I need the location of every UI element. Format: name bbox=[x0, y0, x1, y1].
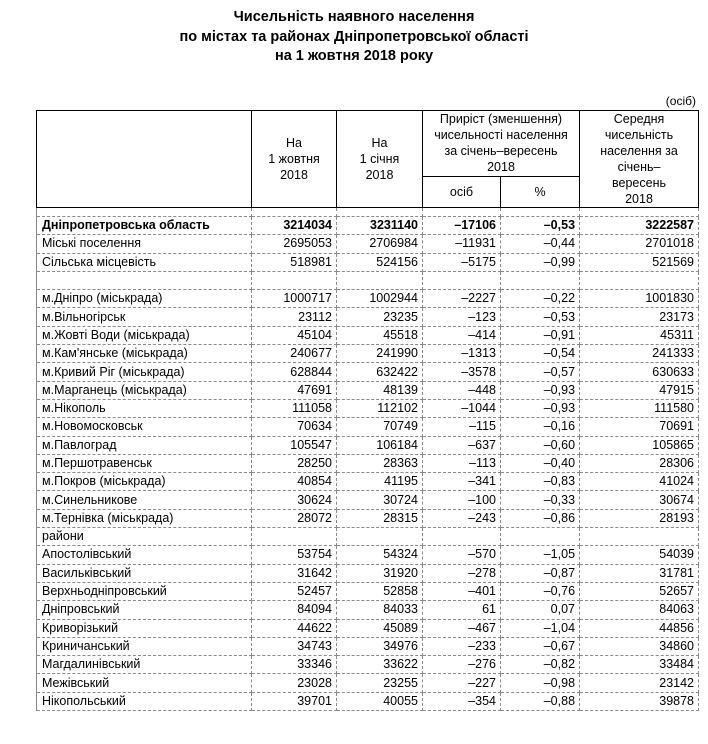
row-oct-2018: 53754 bbox=[252, 546, 337, 564]
row-name: Дніпропетровська область bbox=[37, 217, 252, 235]
row-average: 31781 bbox=[580, 564, 699, 582]
row-oct-2018: 52457 bbox=[252, 582, 337, 600]
table-row bbox=[37, 235, 699, 253]
row-growth-percent: –0,53 bbox=[501, 217, 580, 235]
row-oct-2018: 23028 bbox=[252, 674, 337, 692]
row-oct-2018: 44622 bbox=[252, 619, 337, 637]
header-name-column bbox=[37, 111, 252, 208]
table-row bbox=[37, 345, 699, 363]
row-jan-2018: 28315 bbox=[337, 509, 423, 527]
row-average: 28306 bbox=[580, 454, 699, 472]
row-average: 28193 bbox=[580, 509, 699, 527]
row-oct-2018 bbox=[252, 271, 337, 289]
row-name: м.Павлоград bbox=[37, 436, 252, 454]
row-oct-2018: 70634 bbox=[252, 418, 337, 436]
row-jan-2018: 34976 bbox=[337, 637, 423, 655]
row-oct-2018 bbox=[252, 528, 337, 546]
row-name: м.Покров (міськрада) bbox=[37, 473, 252, 491]
row-growth-persons: –233 bbox=[423, 637, 501, 655]
row-jan-2018: 112102 bbox=[337, 399, 423, 417]
table-row bbox=[37, 674, 699, 692]
row-average: 47915 bbox=[580, 381, 699, 399]
row-average: 30674 bbox=[580, 491, 699, 509]
row-growth-percent: –0,67 bbox=[501, 637, 580, 655]
row-growth-persons: –3578 bbox=[423, 363, 501, 381]
row-growth-persons: –276 bbox=[423, 656, 501, 674]
row-growth-persons: –227 bbox=[423, 674, 501, 692]
row-jan-2018: 40055 bbox=[337, 692, 423, 710]
row-growth-persons: –100 bbox=[423, 491, 501, 509]
row-name: Верхньодніпровський bbox=[37, 582, 252, 600]
row-name: Васильківський bbox=[37, 564, 252, 582]
table-row bbox=[37, 656, 699, 674]
row-growth-persons: –5175 bbox=[423, 253, 501, 271]
header-growth-percent: % bbox=[501, 176, 580, 207]
row-growth-percent: –0,76 bbox=[501, 582, 580, 600]
row-average: 52657 bbox=[580, 582, 699, 600]
table-row bbox=[37, 637, 699, 655]
row-average: 2701018 bbox=[580, 235, 699, 253]
row-growth-percent: –1,05 bbox=[501, 546, 580, 564]
row-growth-percent bbox=[501, 271, 580, 289]
row-jan-2018 bbox=[337, 528, 423, 546]
population-table bbox=[36, 110, 699, 711]
row-growth-persons bbox=[423, 271, 501, 289]
row-growth-percent bbox=[501, 528, 580, 546]
table-row bbox=[37, 308, 699, 326]
table-row bbox=[37, 290, 699, 308]
table-body bbox=[37, 208, 699, 711]
row-average: 105865 bbox=[580, 436, 699, 454]
row-oct-2018: 45104 bbox=[252, 326, 337, 344]
header-growth-persons: осіб bbox=[423, 176, 501, 207]
row-jan-2018: 45518 bbox=[337, 326, 423, 344]
row-growth-persons: –341 bbox=[423, 473, 501, 491]
row-name: Дніпровський bbox=[37, 601, 252, 619]
row-oct-2018: 3214034 bbox=[252, 217, 337, 235]
row-growth-percent: –1,04 bbox=[501, 619, 580, 637]
row-oct-2018: 111058 bbox=[252, 399, 337, 417]
row-jan-2018: 70749 bbox=[337, 418, 423, 436]
table-row bbox=[37, 473, 699, 491]
row-jan-2018: 1002944 bbox=[337, 290, 423, 308]
row-growth-persons: –637 bbox=[423, 436, 501, 454]
row-name: Криничанський bbox=[37, 637, 252, 655]
row-growth-percent: –0,53 bbox=[501, 308, 580, 326]
row-name: м.Кам'янське (міськрада) bbox=[37, 345, 252, 363]
row-growth-percent: –0,83 bbox=[501, 473, 580, 491]
row-growth-percent: –0,40 bbox=[501, 454, 580, 472]
row-oct-2018: 1000717 bbox=[252, 290, 337, 308]
row-average: 41024 bbox=[580, 473, 699, 491]
row-average: 1001830 bbox=[580, 290, 699, 308]
row-jan-2018: 524156 bbox=[337, 253, 423, 271]
row-oct-2018: 33346 bbox=[252, 656, 337, 674]
title-line-2: по містах та районах Дніпропетровської області bbox=[179, 28, 529, 45]
row-average: 44856 bbox=[580, 619, 699, 637]
row-name: м.Тернівка (міськрада) bbox=[37, 509, 252, 527]
row-growth-persons: –1044 bbox=[423, 399, 501, 417]
row-growth-percent: 0,07 bbox=[501, 601, 580, 619]
row-name: м.Марганець (міськрада) bbox=[37, 381, 252, 399]
row-jan-2018: 45089 bbox=[337, 619, 423, 637]
row-growth-percent: –0,16 bbox=[501, 418, 580, 436]
title-line-1: Чисельність наявного населення bbox=[233, 9, 475, 25]
document-title bbox=[0, 8, 708, 67]
row-growth-persons: –243 bbox=[423, 509, 501, 527]
row-growth-persons: –113 bbox=[423, 454, 501, 472]
row-growth-percent: –0,87 bbox=[501, 564, 580, 582]
row-growth-percent: –0,22 bbox=[501, 290, 580, 308]
row-oct-2018: 28072 bbox=[252, 509, 337, 527]
row-average: 39878 bbox=[580, 692, 699, 710]
header-jan-2018: На 1 січня 2018 bbox=[337, 111, 423, 208]
header-average: Середня чисельність населення за січень– вересень 2018 bbox=[580, 111, 699, 208]
row-growth-persons: 61 bbox=[423, 601, 501, 619]
row-name: м.Першотравенськ bbox=[37, 454, 252, 472]
row-jan-2018 bbox=[337, 271, 423, 289]
row-growth-persons: –278 bbox=[423, 564, 501, 582]
row-growth-percent: –0,57 bbox=[501, 363, 580, 381]
row-jan-2018: 241990 bbox=[337, 345, 423, 363]
table-row bbox=[37, 253, 699, 271]
row-oct-2018: 34743 bbox=[252, 637, 337, 655]
unit-label: (осіб) bbox=[665, 94, 696, 108]
row-name: м.Кривий Ріг (міськрада) bbox=[37, 363, 252, 381]
row-oct-2018: 30624 bbox=[252, 491, 337, 509]
row-jan-2018: 3231140 bbox=[337, 217, 423, 235]
row-name bbox=[37, 271, 252, 289]
row-growth-persons: –2227 bbox=[423, 290, 501, 308]
spacer-row bbox=[37, 208, 699, 217]
row-growth-persons: –11931 bbox=[423, 235, 501, 253]
row-jan-2018: 106184 bbox=[337, 436, 423, 454]
row-jan-2018: 84033 bbox=[337, 601, 423, 619]
row-oct-2018: 47691 bbox=[252, 381, 337, 399]
row-oct-2018: 628844 bbox=[252, 363, 337, 381]
row-name: Міські поселення bbox=[37, 235, 252, 253]
row-jan-2018: 33622 bbox=[337, 656, 423, 674]
row-average: 241333 bbox=[580, 345, 699, 363]
row-growth-percent: –0,98 bbox=[501, 674, 580, 692]
row-average bbox=[580, 528, 699, 546]
row-average: 84063 bbox=[580, 601, 699, 619]
row-average: 23173 bbox=[580, 308, 699, 326]
table-row bbox=[37, 381, 699, 399]
row-average: 54039 bbox=[580, 546, 699, 564]
row-average: 70691 bbox=[580, 418, 699, 436]
row-jan-2018: 2706984 bbox=[337, 235, 423, 253]
row-average: 521569 bbox=[580, 253, 699, 271]
title-line-3: на 1 жовтня 2018 року bbox=[274, 48, 434, 64]
row-average: 45311 bbox=[580, 326, 699, 344]
table-row bbox=[37, 399, 699, 417]
table-row bbox=[37, 326, 699, 344]
table-row bbox=[37, 528, 699, 546]
row-name: Магдалинівський bbox=[37, 656, 252, 674]
row-jan-2018: 632422 bbox=[337, 363, 423, 381]
row-name: м.Жовті Води (міськрада) bbox=[37, 326, 252, 344]
table-row bbox=[37, 454, 699, 472]
table-row bbox=[37, 418, 699, 436]
row-name: Апостолівський bbox=[37, 546, 252, 564]
row-growth-percent: –0,88 bbox=[501, 692, 580, 710]
row-oct-2018: 84094 bbox=[252, 601, 337, 619]
row-average: 111580 bbox=[580, 399, 699, 417]
row-growth-persons: –354 bbox=[423, 692, 501, 710]
row-oct-2018: 39701 bbox=[252, 692, 337, 710]
row-name: Межівський bbox=[37, 674, 252, 692]
row-growth-persons bbox=[423, 528, 501, 546]
table-row bbox=[37, 582, 699, 600]
row-growth-persons: –570 bbox=[423, 546, 501, 564]
row-growth-persons: –1313 bbox=[423, 345, 501, 363]
row-oct-2018: 240677 bbox=[252, 345, 337, 363]
row-growth-percent: –0,44 bbox=[501, 235, 580, 253]
row-oct-2018: 31642 bbox=[252, 564, 337, 582]
row-name: Криворізький bbox=[37, 619, 252, 637]
row-name: м.Новомосковськ bbox=[37, 418, 252, 436]
row-jan-2018: 30724 bbox=[337, 491, 423, 509]
row-growth-percent: –0,60 bbox=[501, 436, 580, 454]
row-growth-percent: –0,86 bbox=[501, 509, 580, 527]
row-average: 3222587 bbox=[580, 217, 699, 235]
row-name: Нікопольський bbox=[37, 692, 252, 710]
table-row bbox=[37, 509, 699, 527]
table-row bbox=[37, 619, 699, 637]
row-jan-2018: 28363 bbox=[337, 454, 423, 472]
table-row bbox=[37, 363, 699, 381]
table-row bbox=[37, 271, 699, 289]
table-row bbox=[37, 601, 699, 619]
row-name: м.Синельникове bbox=[37, 491, 252, 509]
row-average: 33484 bbox=[580, 656, 699, 674]
row-name: м.Вільногірськ bbox=[37, 308, 252, 326]
row-oct-2018: 28250 bbox=[252, 454, 337, 472]
row-growth-persons: –414 bbox=[423, 326, 501, 344]
row-average: 630633 bbox=[580, 363, 699, 381]
row-jan-2018: 52858 bbox=[337, 582, 423, 600]
row-jan-2018: 31920 bbox=[337, 564, 423, 582]
row-oct-2018: 518981 bbox=[252, 253, 337, 271]
table-header bbox=[37, 111, 699, 208]
table-row bbox=[37, 436, 699, 454]
row-growth-percent: –0,82 bbox=[501, 656, 580, 674]
row-name: м.Дніпро (міськрада) bbox=[37, 290, 252, 308]
row-growth-persons: –115 bbox=[423, 418, 501, 436]
row-growth-persons: –123 bbox=[423, 308, 501, 326]
row-oct-2018: 2695053 bbox=[252, 235, 337, 253]
row-growth-percent: –0,99 bbox=[501, 253, 580, 271]
row-oct-2018: 40854 bbox=[252, 473, 337, 491]
table-row bbox=[37, 564, 699, 582]
row-growth-persons: –401 bbox=[423, 582, 501, 600]
row-growth-persons: –17106 bbox=[423, 217, 501, 235]
row-growth-persons: –448 bbox=[423, 381, 501, 399]
row-name: райони bbox=[37, 528, 252, 546]
table-row bbox=[37, 692, 699, 710]
header-oct-2018: На 1 жовтня 2018 bbox=[252, 111, 337, 208]
table-row bbox=[37, 491, 699, 509]
row-growth-percent: –0,33 bbox=[501, 491, 580, 509]
row-average: 23142 bbox=[580, 674, 699, 692]
header-growth: Приріст (зменшення) чисельності населення за січень–вересень 2018 bbox=[423, 111, 580, 177]
row-oct-2018: 23112 bbox=[252, 308, 337, 326]
row-growth-persons: –467 bbox=[423, 619, 501, 637]
row-name: м.Нікополь bbox=[37, 399, 252, 417]
row-growth-percent: –0,93 bbox=[501, 381, 580, 399]
row-growth-percent: –0,54 bbox=[501, 345, 580, 363]
row-jan-2018: 48139 bbox=[337, 381, 423, 399]
row-jan-2018: 41195 bbox=[337, 473, 423, 491]
row-growth-percent: –0,93 bbox=[501, 399, 580, 417]
row-average: 34860 bbox=[580, 637, 699, 655]
table-row bbox=[37, 546, 699, 564]
row-average bbox=[580, 271, 699, 289]
row-jan-2018: 54324 bbox=[337, 546, 423, 564]
row-jan-2018: 23235 bbox=[337, 308, 423, 326]
table-row bbox=[37, 217, 699, 235]
row-jan-2018: 23255 bbox=[337, 674, 423, 692]
row-growth-percent: –0,91 bbox=[501, 326, 580, 344]
row-name: Сільська місцевість bbox=[37, 253, 252, 271]
row-oct-2018: 105547 bbox=[252, 436, 337, 454]
